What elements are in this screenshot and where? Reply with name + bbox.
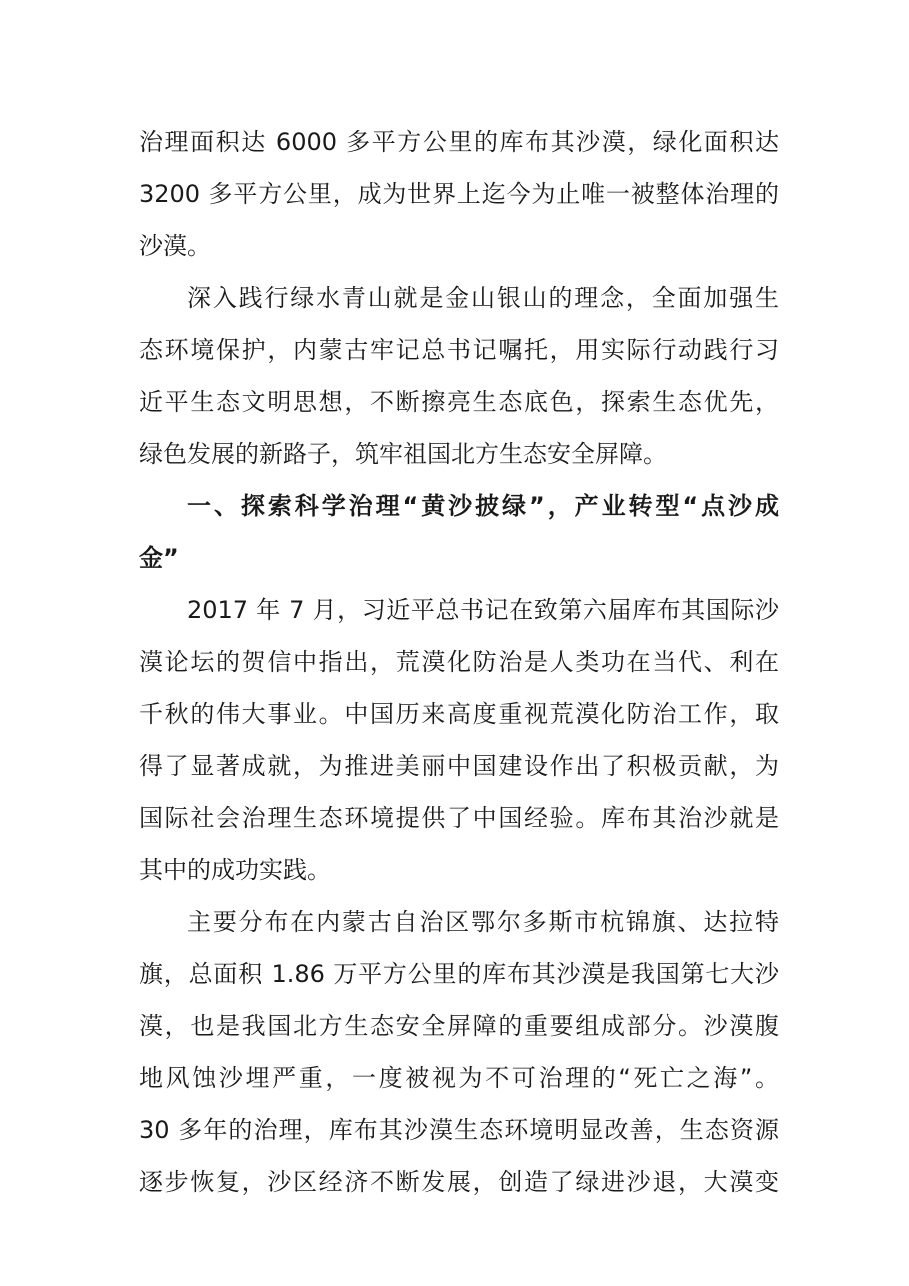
paragraph-3-line-6: 其中的成功实践。	[139, 856, 331, 884]
paragraph-4-line-1: 主要分布在内蒙古自治区鄂尔多斯市杭锦旗、达拉特	[187, 908, 779, 936]
paragraph-1-line-1: 治理面积达 6000 多平方公里的库布其沙漠，绿化面积达	[139, 128, 779, 156]
paragraph-2-line-4: 绿色发展的新路子，筑牢祖国北方生态安全屏障。	[139, 440, 667, 468]
paragraph-3-line-4: 得了显著成就，为推进美丽中国建设作出了积极贡献，为	[139, 752, 779, 780]
paragraph-2-line-2: 态环境保护，内蒙古牢记总书记嘱托，用实际行动践行习	[139, 336, 779, 364]
paragraph-3-line-1: 2017 年 7 月，习近平总书记在致第六届库布其国际沙	[187, 596, 779, 624]
paragraph-3-line-2: 漠论坛的贺信中指出，荒漠化防治是人类功在当代、利在	[139, 648, 779, 676]
paragraph-4-line-3: 漠，也是我国北方生态安全屏障的重要组成部分。沙漠腹	[139, 1012, 779, 1040]
paragraph-4-line-5: 30 多年的治理，库布其沙漠生态环境明显改善，生态资源	[139, 1116, 779, 1144]
paragraph-1-line-3: 沙漠。	[139, 232, 211, 260]
paragraph-4-line-2: 旗，总面积 1.86 万平方公里的库布其沙漠是我国第七大沙	[139, 960, 779, 988]
paragraph-1-line-2: 3200 多平方公里，成为世界上迄今为止唯一被整体治理的	[139, 180, 779, 208]
paragraph-2-line-3: 近平生态文明思想，不断擦亮生态底色，探索生态优先，	[139, 388, 779, 416]
paragraph-4-line-4: 地风蚀沙埋严重，一度被视为不可治理的“死亡之海”。	[139, 1064, 779, 1092]
paragraph-4-line-6: 逐步恢复，沙区经济不断发展，创造了绿进沙退，大漠变	[139, 1168, 779, 1196]
paragraph-3-line-3: 千秋的伟大事业。中国历来高度重视荒漠化防治工作，取	[139, 700, 779, 728]
paragraph-2-line-1: 深入践行绿水青山就是金山银山的理念，全面加强生	[187, 284, 779, 312]
section-heading-line-1: 一、探索科学治理“黄沙披绿”，产业转型“点沙成	[187, 492, 779, 520]
paragraph-3-line-5: 国际社会治理生态环境提供了中国经验。库布其治沙就是	[139, 804, 779, 832]
section-heading-line-2: 金”	[139, 544, 179, 572]
